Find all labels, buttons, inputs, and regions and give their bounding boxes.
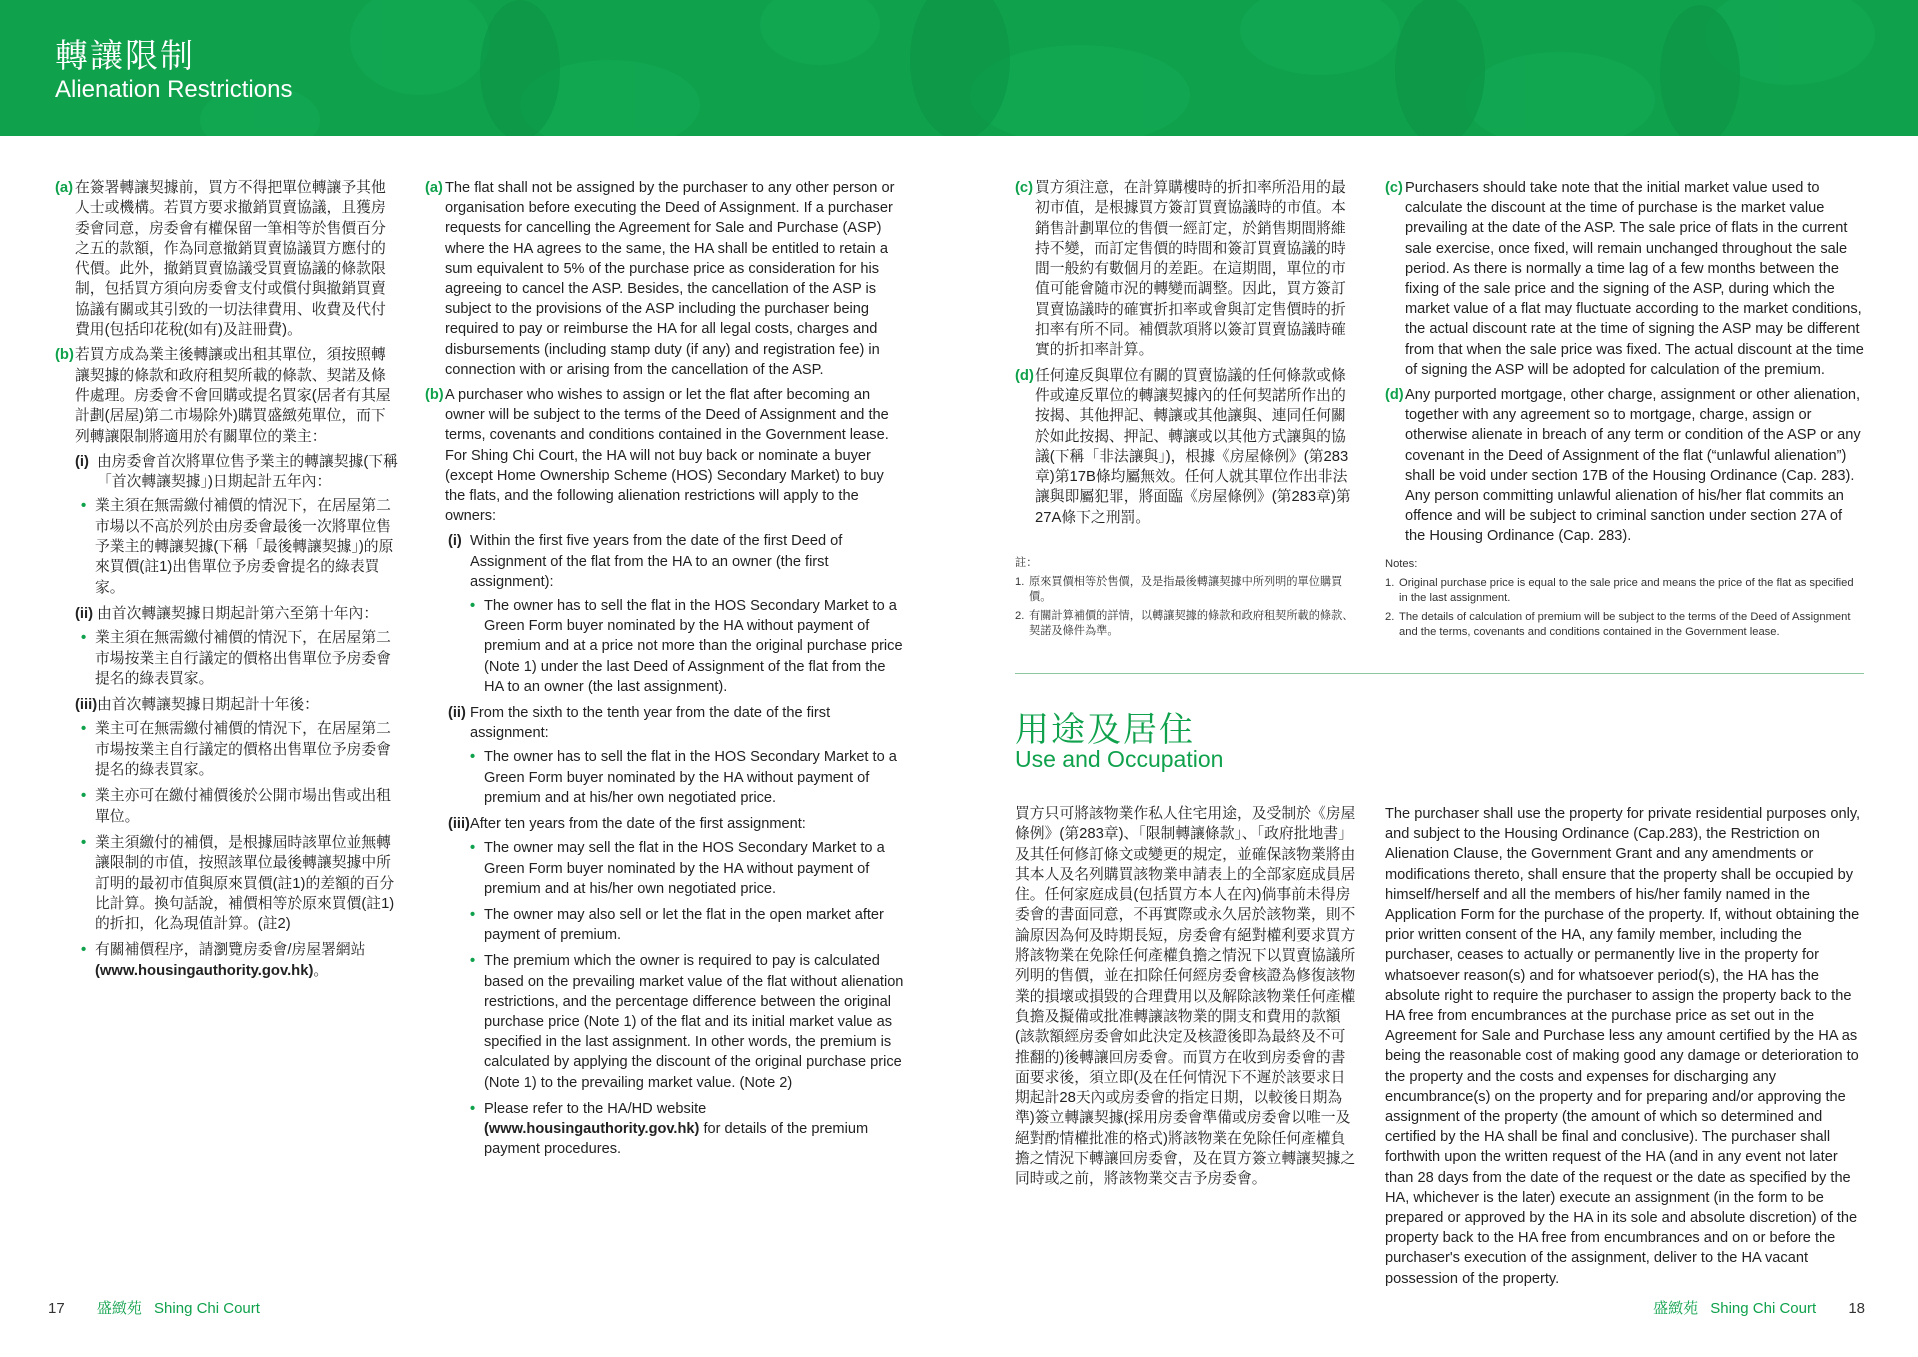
footer-estate-name-zh-left: 盛緻苑 <box>96 1300 142 1317</box>
clause-d-en: (d) Any purported mortgage, other charge, assignment or other alienation, together with any agreement so to mortgage, charge, assign or otherwise alienate in breach of any term or condition of the ASP or any covenant in the Deed of Assignment of the flat (“unlawful alienation”) shall be void under section 17B of the Housing Ordinance (Cap. 283). Any person committing unlawful alienation of his/her flat commits an offence and will be subject to criminal sanction under section 27A of the Housing Ordinance (Cap. 283). <box>1385 387 1861 545</box>
bullet-iii-2-zh: • 業主亦可在繳付補價後於公開市場出售或出租單位。 <box>81 786 399 827</box>
bullet-iii-2-en: • The owner may also sell or let the flat in the open market after payment of premium. <box>470 905 907 945</box>
left-chinese-column <box>55 178 399 987</box>
clause-a-zh-text: 在簽署轉讓契據前，買方不得把單位轉讓予其他人士或機構。若買方要求撤銷買賣協議，且獲房委會同意，房委會有權保留一筆相等於售價百分之五的款額，作為同意撤銷買賣協議買方應付的代價。此外，撤銷買賣協議受買賣協議的條款限制，包括買方須向房委會支付或償付與撤銷買賣協議有關或其引致的一切法律費用、收費及代付費用(包括印花稅(如有)及註冊費)。 <box>75 180 386 339</box>
page-title-en: Alienation Restrictions <box>55 76 293 103</box>
footer-right <box>1653 1297 1865 1318</box>
bullet-iii-4-en: • Please refer to the HA/HD website (www.housingauthority.gov.hk) for details of the premium payment procedures. <box>470 1099 907 1160</box>
notes-zh <box>1015 556 1359 639</box>
use-occupation-en-text: The purchaser shall use the property for private residential purposes only, and subject to the Housing Ordinance (Cap.283), the Restriction on Alienation Clause, the Government Grant and any amendments or modifications thereto, shall ensure that the property shall be occupied by himself/herself and all the members of his/her family named in the Application Form for the purchase of the property. If, without obtaining the prior written consent of the HA, any family member, including the purchaser, ceases to actually or permanently live in the property for whatsoever reason(s) and for whatsoever period(s), the HA has the absolute right to require the purchaser to assign the property back to the HA free from encumbrances at the purchase price as set out in the Agreement for Sale and Purchase less any amount certified by the HA as being the reasonable cost of making good any damage or deterioration to the property and the costs and expenses for discharging any encumbrance(s) on the property and for preparing and/or approving the assignment of the property (the amount of which so determined and certified by the HA shall be final and conclusive). The purchaser shall forthwith upon the written request of the HA (and in any event not later than 28 days from the date of the request or the date as specified by the HA, whichever is the later) execute an assignment (in the form to be prepared or approved by the HA in its sole and absolute discretion) of the property back to the HA free from encumbrances and on or before the purchaser's execution of the assignment, deliver to the HA vacant possession of the property. <box>1385 806 1861 1287</box>
use-occupation-zh <box>1015 804 1359 1196</box>
clause-b-zh: (b) 若買方成為業主後轉讓或出租其單位，須按照轉讓契據的條款和政府租契所載的條款、契諾及條件處理。房委會不會回購或提名買家(居者有其屋計劃(居屋)第二市場除外)購買盛緻苑單位，而下列轉讓限制將適用於有關單位的業主： <box>55 347 391 445</box>
clause-a-en-text: The flat shall not be assigned by the purchaser to any other person or organisation before executing the Deed of Assignment. If a purchaser requests for cancelling the Agreement for Sale and Purchase (ASP) where the HA agrees to the same, the HA shall be entitled to retain a sum equivalent to 5% of the purchase price as consideration for his agreeing to cancel the ASP. Besides, the cancellation of the ASP is subject to the provisions of the ASP including the purchaser being required to pay or reimburse the HA for all legal costs, charges and disbursements (including stamp duty (if any) and registration fee) in connection with or arising from the cancellation of the ASP. <box>445 180 895 378</box>
clause-a-en: (a) The flat shall not be assigned by the purchaser to any other person or organisation before executing the Deed of Assignment. If a purchaser requests for cancelling the Agreement for Sale and Purchase (ASP) where the HA agrees to the same, the HA shall be entitled to retain a sum equivalent to 5% of the purchase price as consideration for his agreeing to cancel the ASP. Besides, the cancellation of the ASP is subject to the provisions of the ASP including the purchaser being required to pay or reimburse the HA for all legal costs, charges and disbursements (including stamp duty (if any) and registration fee) in connection with or arising from the cancellation of the ASP. <box>425 180 895 378</box>
clause-b-i-en: (i) Within the first five years from the date of the first Deed of Assignment of the flat from the HA to an owner (the first assignment): <box>448 533 843 590</box>
note-2-zh: 2. 有關計算補價的詳情，以轉讓契據的條款和政府租契所載的條款、契諾及條件為準。 <box>1015 610 1354 638</box>
page-number-right: 18 <box>1848 1300 1865 1317</box>
bullet-iii-3-en: • The premium which the owner is required to pay is calculated based on the prevailing market value of the flat without alienation restrictions, and the percentage difference between the original purchase price (Note 1) of the flat and its initial market value as specified in the last assignment. In other words, the premium is calculated by applying the discount of the original purchase price (Note 1) to the prevailing market value. (Note 2) <box>470 951 907 1092</box>
note-1-en: 1. Original purchase price is equal to the sale price and means the price of the flat as specified in the last assignment. <box>1385 576 1854 604</box>
right-chinese-column <box>1015 178 1359 643</box>
section-divider <box>1015 673 1864 674</box>
clause-a-zh: (a) 在簽署轉讓契據前，買方不得把單位轉讓予其他人士或機構。若買方要求撤銷買賣協議，且獲房委會同意，房委會有權保留一筆相等於售價百分之五的款額，作為同意撤銷買賣協議買方應付的代價。此外，撤銷買賣協議受買賣協議的條款限制，包括買方須向房委會支付或償付與撤銷買賣協議有關或其引致的一切法律費用、收費及代付費用(包括印花稅(如有)及註冊費)。 <box>55 180 386 339</box>
clause-b-iii-en: (iii) After ten years from the date of the first assignment: <box>448 816 806 833</box>
bullet-ii-1-en: • The owner has to sell the flat in the HOS Secondary Market to a Green Form buyer nominated by the HA without payment of premium and at his/her own negotiated price. <box>470 747 907 808</box>
clause-b-i-zh: (i) 由房委會首次將單位售予業主的轉讓契據(下稱「首次轉讓契據」)日期起計五年內： <box>75 453 398 491</box>
bullet-i-1-en: • The owner has to sell the flat in the HOS Secondary Market to a Green Form buyer nominated by the HA without payment of premium and at a price not more than the original purchase price (Note 1) under the last Deed of Assignment of the flat from the HA to an owner (the last assignment). <box>470 596 907 697</box>
section-title-zh: 用途及居住 <box>1015 711 1195 749</box>
use-occupation-en <box>1385 804 1865 1295</box>
bullet-iii-4-zh: • 有關補價程序，請瀏覽房委會/房屋署網站(www.housingauthority.gov.hk)。 <box>81 940 399 981</box>
footer-estate-name-en-left: Shing Chi Court <box>154 1300 260 1317</box>
footer-estate-name-zh-right: 盛緻苑 <box>1653 1300 1699 1317</box>
footer-left <box>48 1297 260 1318</box>
clause-b-zh-text: 若買方成為業主後轉讓或出租其單位，須按照轉讓契據的條款和政府租契所載的條款、契諾及條件處理。房委會不會回購或提名買家(居者有其屋計劃(居屋)第二市場除外)購買盛緻苑單位，而下列轉讓限制將適用於有關單位的業主： <box>75 347 391 445</box>
leaf-pattern-decoration <box>0 0 1918 136</box>
use-occupation-zh-text: 買方只可將該物業作私人住宅用途，及受制於《房屋條例》(第283章)、「限制轉讓條款」、「政府批地書」及其任何修訂條文或變更的規定，並確保該物業將由其本人及名列購買該物業申請表上的全部家庭成員居住。任何家庭成員(包括買方本人在內)倘事前未得房委會的書面同意，不再實際或永久居於該物業，則不論原因為何及時期長短，房委會有絕對權利要求買方將該物業在免除任何產權負擔之情況下以買賣協議所列明的售價，並在扣除任何經房委會核證為修復該物業的損壞或損毀的合理費用以及解除該物業任何產權負擔及擬備或批准轉讓該物業的開支和費用的款額(該款額經房委會如此決定及核證後即為最終及不可推翻的)後轉讓回房委會。而買方在收到房委會的書面要求後，須立即(及在任何情況下不遲於該要求日期起計28天內或房委會的指定日期，以較後日期為準)簽立轉讓契據(採用房委會準備或房委會以唯一及絕對酌情權批准的格式)將該物業在免除任何產權負擔之情況下轉讓回房委會，及在買方簽立轉讓契據之同時或之前，將該物業交吉予房委會。 <box>1015 806 1356 1188</box>
bullet-i-1-zh: • 業主須在無需繳付補價的情況下，在居屋第二市場以不高於列於由房委會最後一次將單位售予業主的轉讓契據(下稱「最後轉讓契據」)的原來買價(註1)出售單位予房委會提名的綠表買家。 <box>81 496 399 597</box>
note-1-zh: 1. 原來買價相等於售價，及是指最後轉讓契據中所列明的單位購買價。 <box>1015 576 1343 604</box>
notes-title-en: Notes: <box>1385 557 1418 570</box>
page-number-left: 17 <box>48 1300 65 1317</box>
section-title-en: Use and Occupation <box>1015 746 1224 772</box>
bullet-iii-1-zh: • 業主可在無需繳付補價的情況下，在居屋第二市場按業主自行議定的價格出售單位予房委會提名的綠表買家。 <box>81 719 399 780</box>
clause-c-zh: (c) 買方須注意，在計算購樓時的折扣率所沿用的最初市值，是根據買方簽訂買賣協議時的市值。本銷售計劃單位的售價一經訂定，於銷售期間將維持不變，而訂定售價的時間和簽訂買賣協議的時間一般約有數個月的差距。在這期間，單位的市值可能會隨市況的轉變而調整。因此，買方簽訂買賣協議時的確實折扣率或會與訂定售價時的折扣率有所不同。補價款項將以簽訂買賣協議時確實的折扣率計算。 <box>1015 180 1346 359</box>
housing-authority-link-zh[interactable]: (www.housingauthority.gov.hk) <box>95 962 314 979</box>
notes-en <box>1385 557 1865 640</box>
housing-authority-link-en[interactable]: (www.housingauthority.gov.hk) <box>484 1120 700 1137</box>
header-banner <box>0 0 1918 136</box>
clause-b-ii-en: (ii) From the sixth to the tenth year from the date of the first assignment: <box>448 705 831 742</box>
clause-b-iii-zh: (iii) 由首次轉讓契據日期起計十年後： <box>75 697 319 714</box>
right-english-column <box>1385 178 1865 644</box>
clause-c-en: (c) Purchasers should take note that the initial market value used to calculate the discount at the time of purchase is the market value prevailing at the date of the ASP. The sale price of flats in the current sale exercise, once fixed, will remain unchanged throughout the sale period. As there is normally a time lag of a few months between the fixing of the sale price and the signing of the ASP, during which the market value of a flat may fluctuate according to the market conditions, the actual discount rate at the time of signing the ASP may be different from that when the sale price was fixed. The actual discount at the time of signing the ASP will be adopted for calculation of the premium. <box>1385 180 1864 378</box>
footer-estate-name-en-right: Shing Chi Court <box>1710 1300 1817 1317</box>
notes-title-zh: 註： <box>1015 557 1038 570</box>
clause-b-ii-zh: (ii) 由首次轉讓契據日期起計第六至第十年內： <box>75 605 379 622</box>
bullet-iii-3-zh: • 業主須繳付的補價，是根據屆時該單位並無轉讓限制的市值，按照該單位最後轉讓契據中所訂明的最初市值與原來買價(註1)的差額的百分比計算。換句話說，補價相等於原來買價(註1)的折扣，化為現值計算。(註2) <box>81 833 399 934</box>
clause-b-en: (b) A purchaser who wishes to assign or let the flat after becoming an owner will be subject to the terms of the Deed of Assignment and the terms, covenants and conditions contained in the Government lease. For Shing Chi Court, the HA will not buy back or nominate a buyer (except Home Ownership Scheme (HOS) Secondary Market) to buy the flats, and the following alienation restrictions will apply to the owners: <box>425 387 889 525</box>
clause-b-en-text: A purchaser who wishes to assign or let the flat after becoming an owner will be subject to the terms of the Deed of Assignment and the terms, covenants and conditions contained in the Government lease. For Shing Chi Court, the HA will not buy back or nominate a buyer (except Home Ownership Scheme (HOS) Secondary Market) to buy the flats, and the following alienation restrictions will apply to the owners: <box>445 387 889 525</box>
note-2-en: 2. The details of calculation of premium will be subject to the terms of the Deed of Assignment and the terms, covenants and conditions contained in the Government lease. <box>1385 610 1851 638</box>
left-english-column <box>425 178 907 1165</box>
page-title-zh: 轉讓限制 <box>55 37 195 74</box>
bullet-iii-1-en: • The owner may sell the flat in the HOS Secondary Market to a Green Form buyer nominated by the HA without payment of premium and at his/her own negotiated price. <box>470 838 907 899</box>
bullet-ii-1-zh: • 業主須在無需繳付補價的情況下，在居屋第二市場按業主自行議定的價格出售單位予房委會提名的綠表買家。 <box>81 628 399 689</box>
clause-d-zh: (d) 任何違反與單位有關的買賣協議的任何條款或條件或違反單位的轉讓契據內的任何契諾所作出的按揭、其他押記、轉讓或其他讓與、連同任何關於如此按揭、押記、轉讓或以其他方式讓與的協議(下稱「非法讓與」)，根據《房屋條例》(第283章)第17B條均屬無效。任何人就其單位作出非法讓與即屬犯罪，將面臨《房屋條例》(第283章)第27A條下之刑罰。 <box>1015 367 1351 526</box>
